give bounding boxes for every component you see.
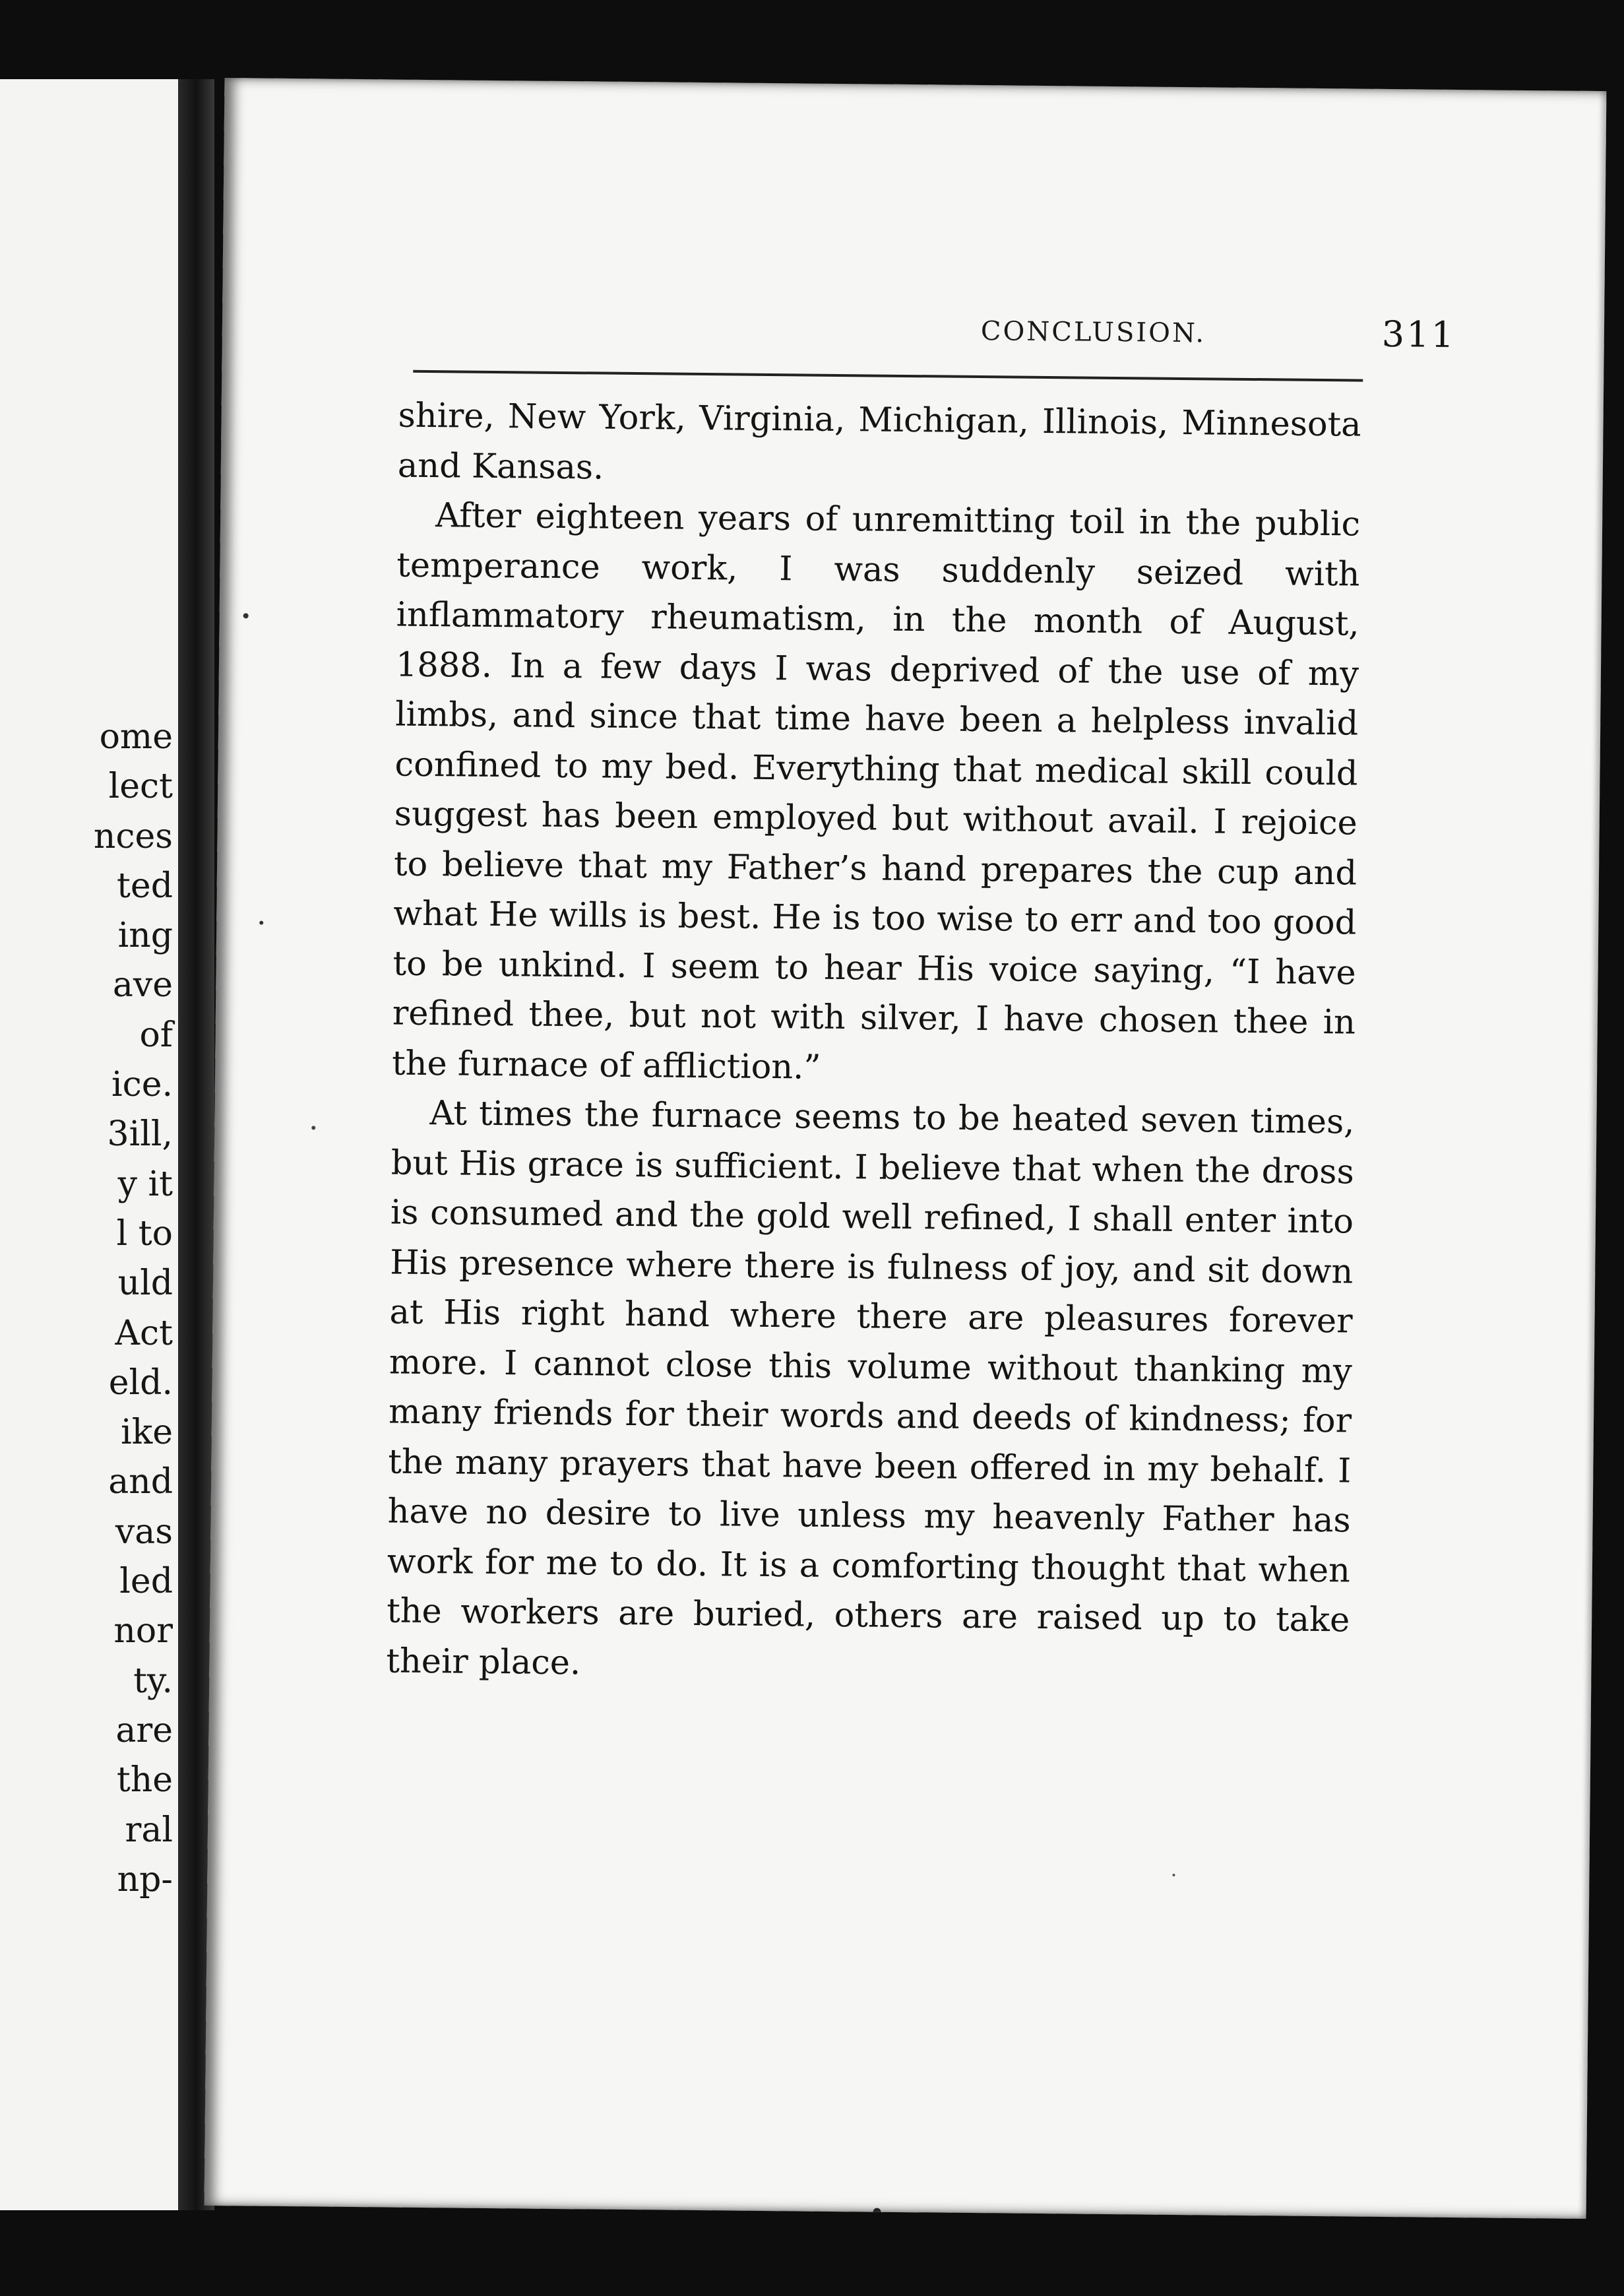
paragraph: After eighteen years of unremitting toil in the public temperance work, I was suddenly seized with inflammatory rheumatism, in the month of August, 1888. In a few days I was deprived of the use of my limbs, and since that time have been a helpless invalid confined to my bed. Everything that medical skill could suggest has been employed but without avail. I rejoice to believe that my Father’s hand prepares the cup and what He wills is best. He is too wise to err and too good to be unkind. I seem to hear His voice saying, “I have refined thee, but not with silver, I have chosen thee in the furnace of affliction.” [391, 496, 1361, 1087]
previous-page-text-fragments [0, 713, 173, 1905]
fragment-line: and [108, 1462, 173, 1502]
fragment-line: ike [121, 1413, 173, 1453]
page-number: 311 [1381, 313, 1456, 356]
fragment-line: ty. [133, 1661, 173, 1701]
fragment-line: vas [115, 1512, 173, 1552]
fragment-line: ice. [111, 1065, 173, 1105]
fragment-line: of [139, 1015, 173, 1055]
fragment-line: 3ill, [107, 1114, 173, 1155]
speck [1172, 1874, 1175, 1876]
body-text [386, 391, 1361, 1696]
speck [259, 921, 263, 925]
fragment-line: nor [113, 1611, 173, 1651]
fragment-line: are [115, 1710, 173, 1750]
fragment-line: ave [112, 965, 173, 1005]
speck [311, 1126, 315, 1130]
paragraph: At times the furnace seems to be heated seven times, but His grace is sufficient. I believe that when the dross is consumed and the gold well refined, I shall enter into His presence where there is fulness of joy, and sit down at His right hand where there are pleasures forever more. I cannot close this volume without thanking my many friends for their words and deeds of kindness; for the many prayers that have been offered in my behalf. I have no desire to live unless my heavenly Father has work for me to do. It is a comforting thought that when the workers are buried, others are raised up to take their place. [386, 1094, 1355, 1682]
fragment-line: Act [115, 1313, 173, 1353]
fragment-line: led [119, 1562, 173, 1602]
fragment-line: nces [93, 816, 173, 856]
running-title: CONCLUSION. [980, 316, 1206, 349]
book-page [204, 78, 1607, 2219]
fragment-line: ral [125, 1810, 173, 1850]
fragment-line: the [116, 1760, 173, 1801]
fragment-line: ted [117, 866, 173, 906]
paragraph-continued: shire, New York, Virginia, Michigan, Illinois, Minnesota and Kansas. [397, 396, 1361, 488]
fragment-line: ing [117, 916, 173, 956]
fragment-line: np- [117, 1859, 173, 1899]
previous-page-edge [0, 79, 178, 2210]
fragment-line: ome [99, 717, 173, 757]
header-rule [413, 370, 1363, 382]
fragment-line: uld [117, 1263, 173, 1304]
fragment-line: l to [116, 1213, 173, 1254]
speck [243, 613, 249, 618]
fragment-line: y it [117, 1164, 173, 1204]
fragment-line: eld. [108, 1362, 173, 1403]
fragment-line: lect [108, 767, 173, 807]
running-head [413, 304, 1555, 368]
